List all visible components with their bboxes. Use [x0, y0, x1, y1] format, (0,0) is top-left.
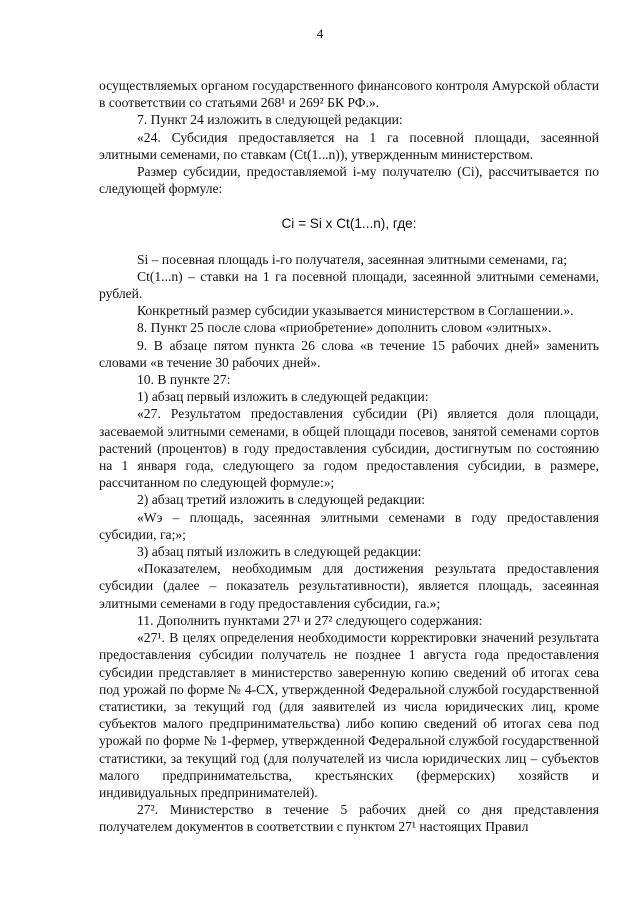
paragraph-item-8: 8. Пункт 25 после слова «приобретение» дополнить словом «элитных».	[137, 320, 552, 336]
page-number: 4	[316, 26, 324, 41]
paragraph-point-27: «27. Результатом предоставления субсидии (Pi) является доля площади, засеваемой элитными семенами, в общей площади посевов, занятой семенами сортов растений (процентов) в году предоставления субсидии, достигнутым по состоянию на 1 января года, следующего за годом предоставления субсидии, в размере, рассчитанном по следующей формуле:»;	[99, 406, 599, 491]
paragraph-subitem-2: 2) абзац третий изложить в следующей редакции:	[137, 492, 426, 508]
document-body	[99, 77, 599, 836]
paragraph-agreement: Конкретный размер субсидии указывается министерством в Соглашении.».	[137, 303, 574, 319]
paragraph-item-11: 11. Дополнить пунктами 27¹ и 27² следующего содержания:	[137, 612, 483, 628]
paragraph-point-24: «24. Субсидия предоставляется на 1 га посевной площади, засеянной элитными семенами, по ставкам (Ct(1...n)), утвержденным министерством.	[99, 129, 599, 162]
formula-subsidy: Ci = Si x Ct(1...n), где:	[281, 216, 417, 232]
paragraph-item-10: 10. В пункте 27:	[137, 372, 231, 388]
paragraph-continuation: осуществляемых органом государственного финансового контроля Амурской области в соответствии со статьями 268¹ и 269² БК РФ.».	[99, 78, 599, 111]
paragraph-item-9: 9. В абзаце пятом пункта 26 слова «в течение 15 рабочих дней» заменить словами «в течение 30 рабочих дней».	[99, 337, 599, 370]
paragraph-item-7: 7. Пункт 24 изложить в следующей редакции:	[137, 112, 403, 128]
paragraph-point-27-1: «27¹. В целях определения необходимости корректировки значений результата предоставления субсидии получатель не позднее 1 августа года предоставления субсидии представляет в министерство заверенную копию сведений об итогах сева под урожай по форме № 4-СХ, утвержденной Федеральной службой государственной статистики, за текущий год (для заявителей из числа юридических лиц, кроме субъектов малого предпринимательства) либо копию сведений об итогах сева под урожай по форме № 1-фермер, утвержденной Федеральной службой государственной статистики, за текущий год (для получателей из числа юридических лиц – субъектов малого предпринимательства, крестьянских (фермерских) хозяйств и индивидуальных предпринимателей).	[99, 630, 599, 800]
paragraph-point-27-2: 27². Министерство в течение 5 рабочих дней со дня представления получателем документов в соответствии с пунктом 27¹ настоящих Правил	[99, 802, 599, 835]
paragraph-indicator: «Показателем, необходимым для достижения результата предоставления субсидии (далее – показатель результативности), является площадь, засеянная элитными семенами в году предоставления субсидии, га.»;	[99, 561, 599, 611]
paragraph-subsidy-size: Размер субсидии, предоставляемой i-му получателю (Ci), рассчитывается по следующей формуле:	[99, 164, 599, 197]
paragraph-ct-definition: Ct(1...n) – ставки на 1 га посевной площади, засеянной элитными семенами, рублей.	[99, 268, 599, 302]
paragraph-we-definition: «Wэ – площадь, засеянная элитными семенами в году предоставления субсидии, га;»;	[99, 509, 599, 542]
paragraph-subitem-3: 3) абзац пятый изложить в следующей редакции:	[137, 544, 422, 560]
paragraph-subitem-1: 1) абзац первый изложить в следующей редакции:	[137, 389, 429, 405]
paragraph-si-definition: Si – посевная площадь i-го получателя, засеянная элитными семенами, га;	[137, 251, 567, 267]
